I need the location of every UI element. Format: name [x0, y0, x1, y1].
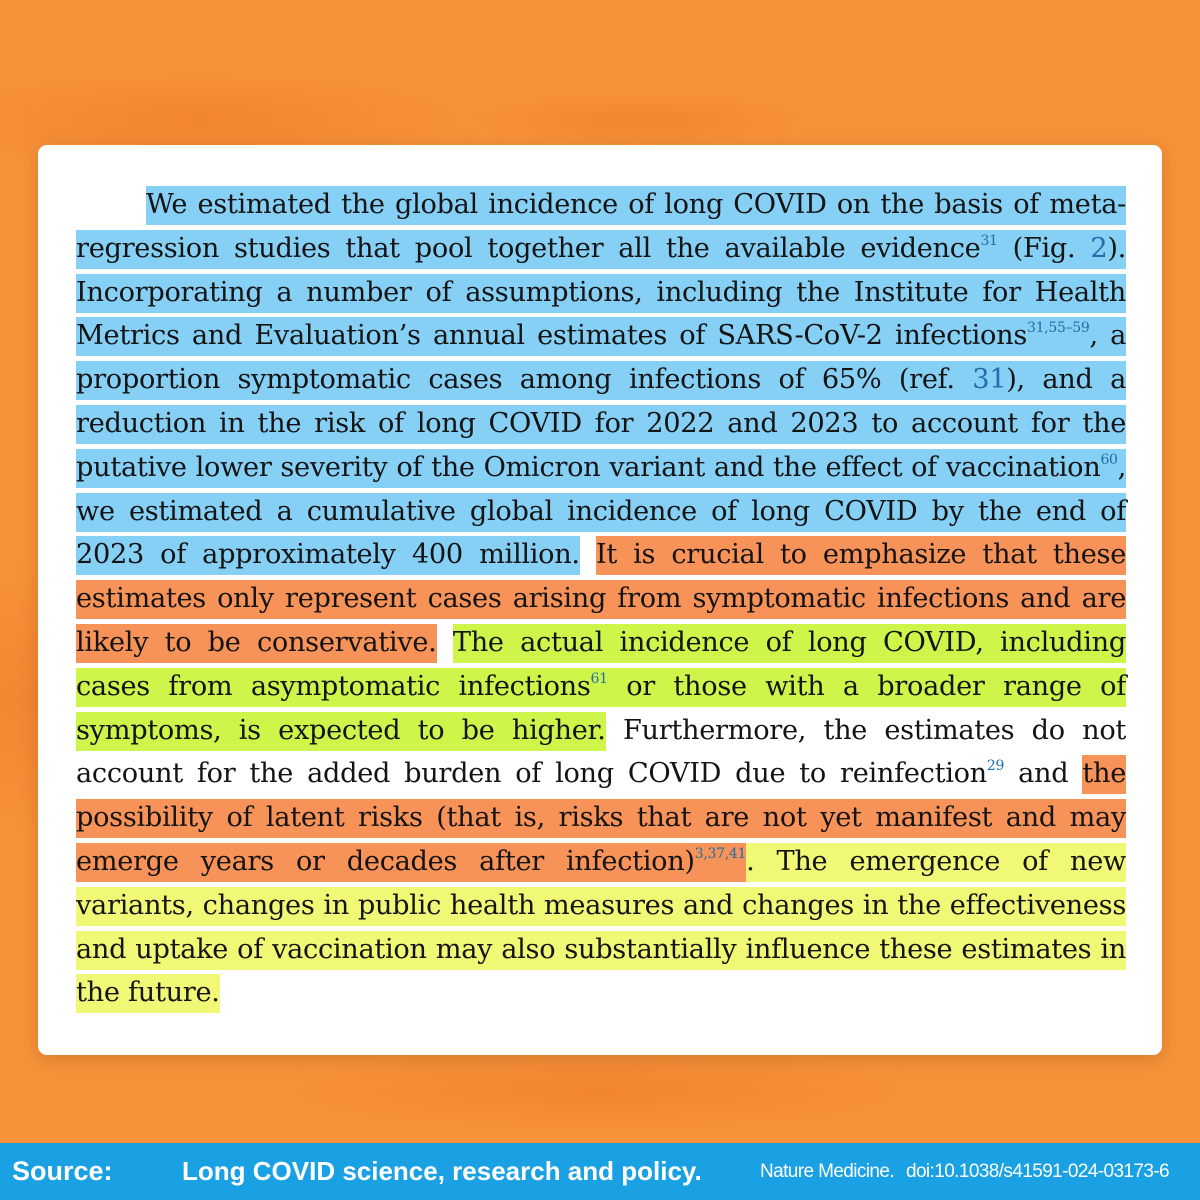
highlight-orange-sentence: It is crucial to emphasize that these estimates only represent cases arising from symptomatic infections and are likely to be conservative. [76, 536, 1126, 663]
source-label: Source: [12, 1156, 113, 1186]
article-paragraph [76, 145, 1126, 1015]
citation-link[interactable]: 61 [590, 670, 608, 687]
text-segment: or those with a broader range of symptoms, is expected to be higher. [76, 670, 1126, 746]
source-doi[interactable]: doi:10.1038/s41591-024-03173-6 [906, 1160, 1170, 1182]
text-segment: (Fig. [997, 232, 1091, 264]
citation-link[interactable]: 60 [1100, 451, 1118, 468]
text-segment: Furthermore, the estimates do not account for the added burden of long COVID due to reinfection [76, 714, 1127, 790]
source-footer-bar [0, 1143, 1200, 1200]
citation-link[interactable]: 29 [986, 758, 1005, 775]
text-segment: , we estimated a cumulative global incidence of long COVID by the end of 2023 of approximately 400 million. [76, 451, 1126, 571]
citation-link[interactable]: 3,37,41 [694, 845, 747, 862]
text-segment: The actual incidence of long COVID, including cases from asymptomatic infections [76, 626, 1126, 702]
source-journal: Nature Medicine. [760, 1160, 895, 1182]
text-segment: the possibility of latent risks (that is, risks that are not yet manifest and may emerge years or decades after infection) [76, 758, 1126, 877]
text-segment: and [1004, 758, 1083, 790]
text-segment: ). Incorporating a number of assumptions, including the Institute for Health Metrics and Evaluation’s annual estimates of SARS-CoV-2 infections [76, 232, 1126, 352]
citation-link[interactable]: 31,55–59 [1026, 320, 1090, 337]
source-title: Long COVID science, research and policy. [182, 1156, 702, 1186]
highlight-yellow-sentence: . The emergence of new variants, changes in public health measures and changes in the effectiveness and uptake of vaccination may also substantially influence these estimates in the future. [76, 843, 1126, 1013]
highlight-blue-sentence [76, 186, 1126, 575]
citation-link[interactable]: 31 [972, 364, 1007, 396]
text-segment: , a proportion symptomatic cases among infections of 65% (ref. [76, 320, 1126, 396]
excerpt-card [38, 145, 1162, 1055]
text-segment: We estimated the global incidence of long COVID on the basis of meta-regression studies that pool together all the available evidence [76, 189, 1126, 264]
citation-link[interactable]: 31 [980, 232, 998, 249]
text-segment: ), and a reduction in the risk of long COVID for 2022 and 2023 to account for the putative lower severity of the Omicron variant and the effect of vaccination [76, 364, 1126, 483]
figure-link[interactable]: 2 [1090, 232, 1108, 264]
